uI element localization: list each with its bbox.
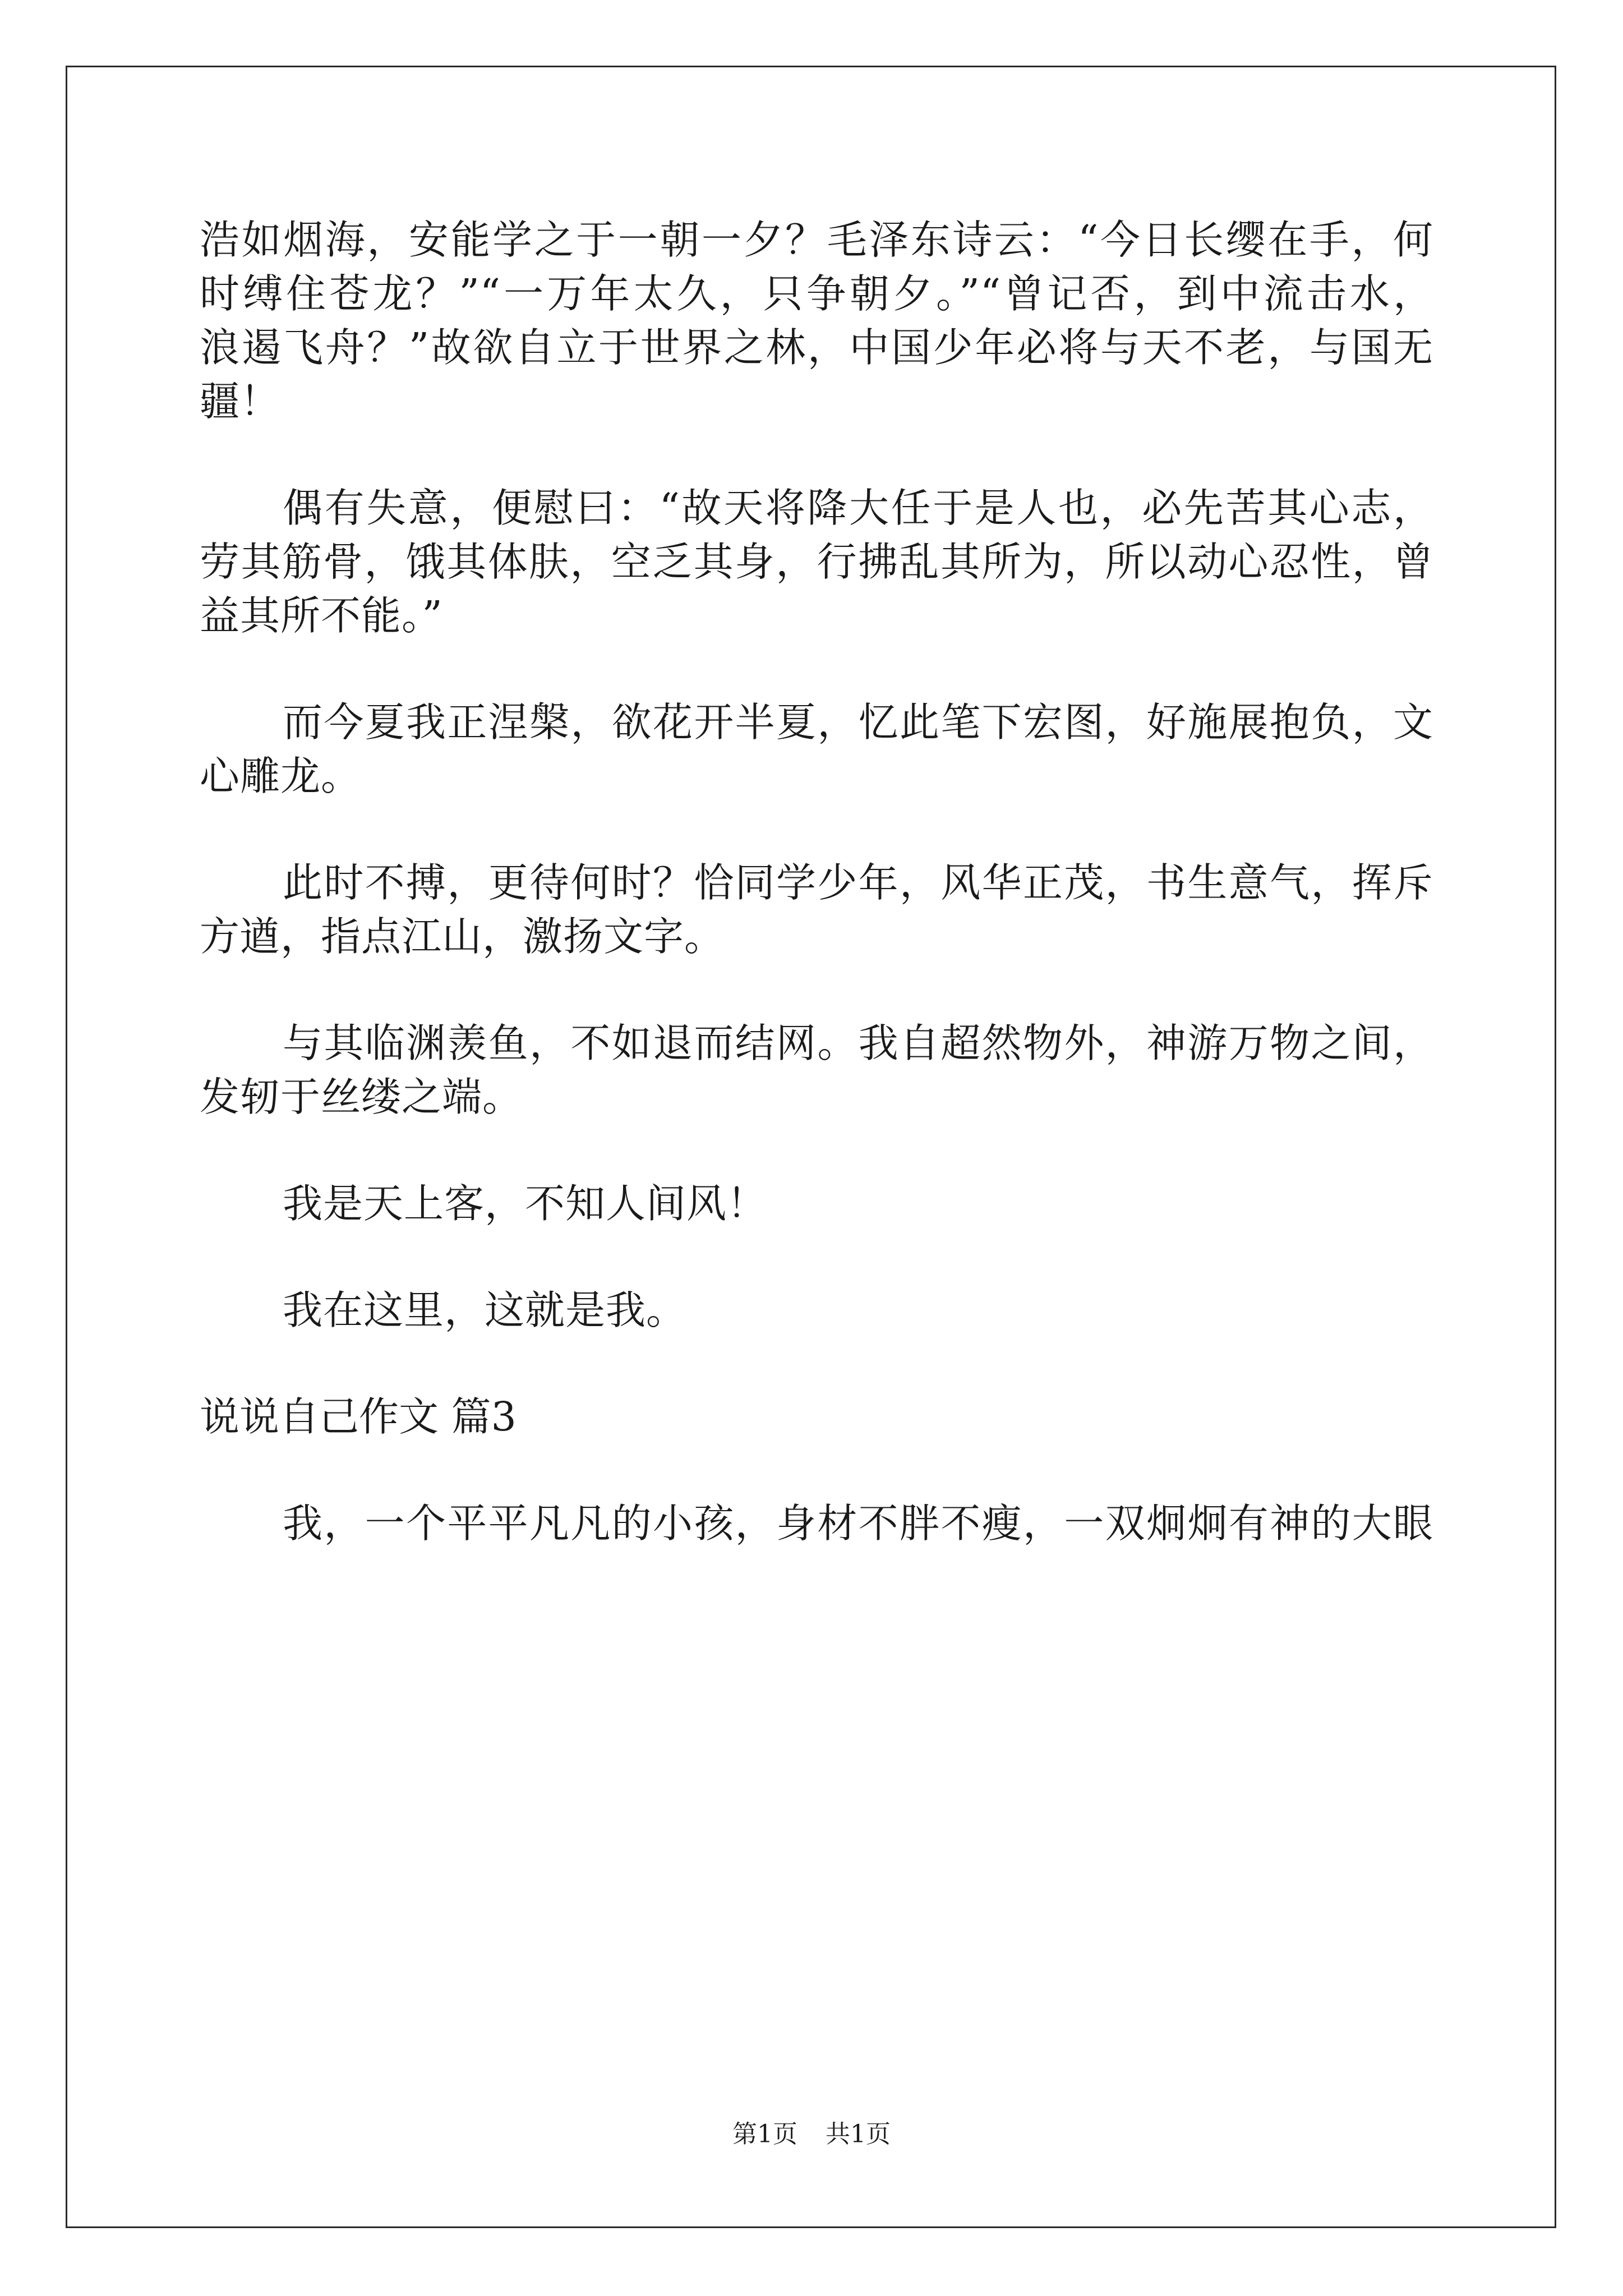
text-line: 我是天上客，不知人间风！ [283,1180,768,1227]
text-line: 浩如烟海，安能学之于一朝一夕？毛泽东诗云：“今日长缨在手，何 [200,217,1433,263]
section-heading: 说说自己作文 篇3 [200,1393,517,1440]
text-line: 而今夏我正涅槃，欲花开半夏，忆此笔下宏图，好施展抱负，文 [283,699,1433,746]
paragraph [200,213,1433,429]
text-line: 浪遏飞舟？”故欲自立于世界之林，中国少年必将与天不老，与国无 [200,324,1433,371]
paragraph [200,481,1433,643]
paragraph [200,1283,1433,1337]
text-line: 方遒，指点江山，激扬文字。 [200,913,725,960]
paragraph [200,856,1433,964]
text-line: 发轫于丝缕之端。 [200,1074,523,1120]
text-line: 时缚住苍龙？”“一万年太久，只争朝夕。”“曾记否，到中流击水， [200,270,1433,317]
text-line: 劳其筋骨，饿其体肤，空乏其身，行拂乱其所为，所以动心忍性，曾 [200,539,1433,585]
paragraph [200,1016,1433,1124]
text-line: 疆！ [200,378,281,425]
text-line: 此时不搏，更待何时？恰同学少年，风华正茂，书生意气，挥斥 [283,859,1433,906]
page-total: 共1页 [826,2120,891,2148]
page-number: 第1页 [732,2120,797,2148]
text-line: 心雕龙。 [200,753,362,799]
paragraph [200,1497,1433,1550]
text-line: 我在这里，这就是我。 [283,1287,687,1333]
text-line: 与其临渊羡鱼，不如退而结网。我自超然物外，神游万物之间， [283,1020,1433,1066]
paragraph [200,1177,1433,1231]
text-line: 益其所不能。” [200,592,443,639]
document-body [200,213,1433,1550]
text-line: 偶有失意，便慰曰：“故天将降大任于是人也，必先苦其心志， [283,485,1433,531]
page-footer [0,2118,1623,2151]
paragraph [200,696,1433,803]
text-line: 我，一个平平凡凡的小孩，身材不胖不瘦，一双炯炯有神的大眼 [283,1500,1433,1547]
